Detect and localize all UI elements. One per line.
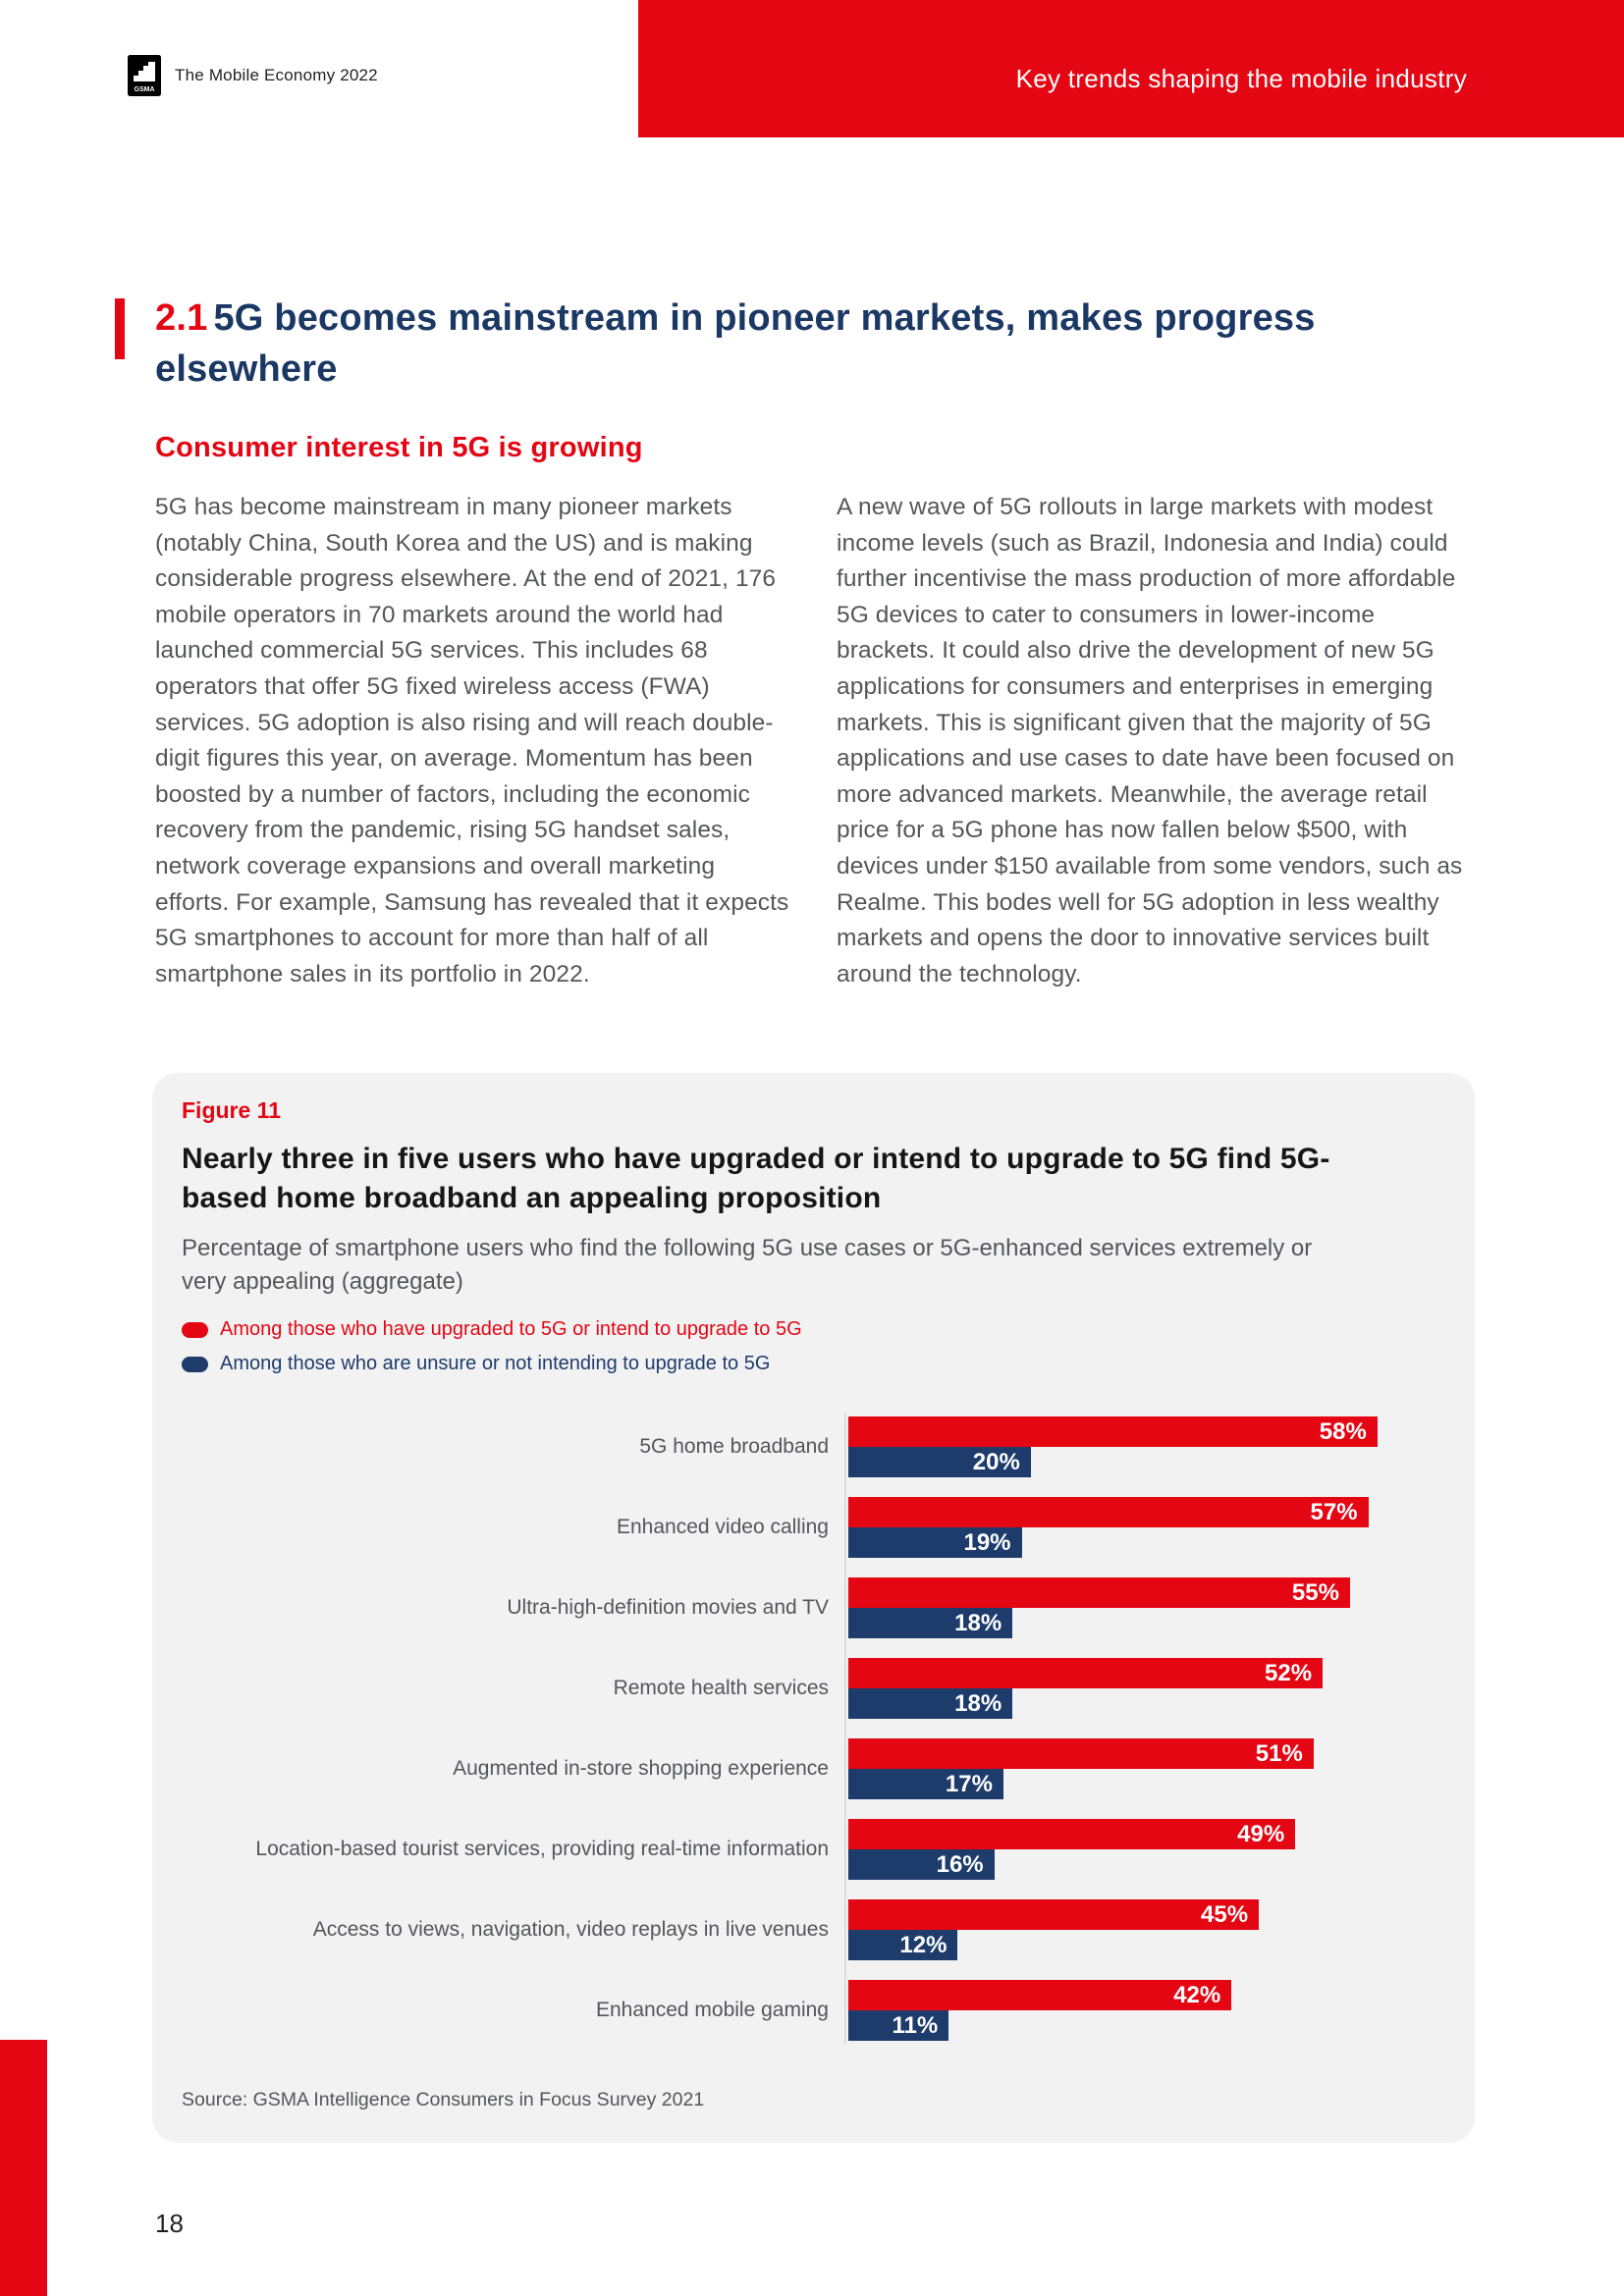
category-label: Ultra-high-definition movies and TV — [507, 1596, 829, 1619]
chart-row — [182, 1980, 1445, 2041]
legend-item-upgraded — [182, 1318, 1445, 1341]
bar-group — [844, 1819, 1445, 1880]
body-column-left: 5G has become mainstream in many pioneer markets (notably China, South Korea and the US) and is making considerable progress elsewhere. At the end of 2021, 176 mobile operators in 70 markets around the world had launched commercial 5G services. This includes 68 operators that offer 5G fixed wireless access (FWA) services. 5G adoption is also rising and will reach double-digit figures this year, on average. Momentum has been boosted by a number of factors, including the economic recovery from the pandemic, rising 5G handset sales, network coverage expansions and overall marketing efforts. For example, Samsung has revealed that it expects 5G smartphones to account for more than half of all smartphone sales in its portfolio in 2022. — [155, 494, 789, 988]
bar-value-label: 51% — [1255, 1739, 1303, 1767]
bar-group — [844, 1577, 1445, 1638]
category-label: 5G home broadband — [639, 1435, 829, 1458]
figure-11-box — [152, 1073, 1475, 2143]
chapter-banner — [638, 0, 1624, 137]
bar-value-label: 11% — [892, 2011, 939, 2039]
figure-title: Nearly three in five users who have upgraded or intend to upgrade to 5G find 5G-based home broadband an appealing proposition — [182, 1143, 1330, 1214]
bar-upgraded — [848, 1416, 1378, 1447]
bar-unsure — [848, 2010, 948, 2041]
page-header — [0, 0, 1624, 137]
bar-group — [844, 1497, 1445, 1558]
chart-row — [182, 1577, 1445, 1638]
footer-accent-bar — [0, 2040, 47, 2296]
brand — [128, 55, 378, 96]
figure-subtitle: Percentage of smartphone users who find the following 5G use cases or 5G-enhanced services extremely or very appealing (aggregate) — [182, 1235, 1313, 1295]
section-heading — [155, 293, 1471, 395]
chart-row — [182, 1416, 1445, 1477]
bar-value-label: 52% — [1265, 1659, 1313, 1686]
category-label: Remote health services — [613, 1677, 829, 1699]
subsection-heading: Consumer interest in 5G is growing — [155, 432, 643, 463]
bar-unsure — [848, 1849, 995, 1880]
section-title-text: 5G becomes mainstream in pioneer markets, makes progress elsewhere — [155, 297, 1316, 390]
bar-unsure — [848, 1769, 1003, 1799]
bar-group — [844, 1899, 1445, 1960]
bar-value-label: 45% — [1201, 1900, 1249, 1928]
legend-label-upgraded: Among those who have upgraded to 5G or intend to upgrade to 5G — [220, 1318, 802, 1340]
chart-row — [182, 1819, 1445, 1880]
bar-value-label: 12% — [899, 1931, 947, 1958]
category-label: Augmented in-store shopping experience — [453, 1757, 829, 1780]
chart-row — [182, 1738, 1445, 1799]
category-label: Enhanced video calling — [617, 1516, 829, 1538]
bar-upgraded — [848, 1980, 1231, 2010]
chart-legend — [182, 1318, 1445, 1375]
report-title: The Mobile Economy 2022 — [175, 66, 378, 84]
bar-upgraded — [848, 1899, 1259, 1930]
bar-value-label: 42% — [1173, 1981, 1221, 2008]
bar-unsure — [848, 1688, 1012, 1719]
bar-group — [844, 1738, 1445, 1799]
figure-label: Figure 11 — [182, 1097, 281, 1123]
bar-unsure — [848, 1527, 1022, 1558]
bar-chart — [182, 1416, 1445, 2041]
category-label: Location-based tourist services, providing real-time information — [255, 1838, 829, 1860]
chart-row — [182, 1658, 1445, 1719]
bar-value-label: 18% — [954, 1609, 1002, 1636]
bar-value-label: 58% — [1319, 1417, 1367, 1445]
figure-source: Source: GSMA Intelligence Consumers in Focus Survey 2021 — [182, 2089, 705, 2110]
bar-value-label: 55% — [1291, 1578, 1339, 1606]
bar-unsure — [848, 1447, 1031, 1477]
bar-upgraded — [848, 1658, 1323, 1688]
bar-value-label: 57% — [1310, 1498, 1358, 1525]
chart-row — [182, 1497, 1445, 1558]
bar-value-label: 16% — [936, 1850, 984, 1878]
legend-swatch-red — [182, 1322, 208, 1338]
section-number: 2.1 — [155, 297, 208, 339]
category-label: Access to views, navigation, video replays in live venues — [312, 1918, 829, 1941]
legend-label-unsure: Among those who are unsure or not intending to upgrade to 5G — [220, 1353, 771, 1374]
legend-item-unsure — [182, 1353, 1445, 1375]
bar-group — [844, 1416, 1445, 1477]
main-content — [155, 137, 1471, 992]
bar-value-label: 19% — [963, 1528, 1011, 1556]
bar-value-label: 18% — [954, 1689, 1002, 1717]
bar-value-label: 20% — [972, 1448, 1020, 1475]
section-title — [155, 293, 1451, 395]
bar-upgraded — [848, 1497, 1369, 1527]
heading-accent-bar — [115, 298, 125, 359]
bar-group — [844, 1658, 1445, 1719]
body-columns — [155, 490, 1471, 992]
legend-swatch-navy — [182, 1357, 208, 1372]
bar-upgraded — [848, 1577, 1350, 1608]
chapter-banner-text: Key trends shaping the mobile industry — [1015, 63, 1467, 93]
chart-baseline-axis — [844, 1413, 846, 2045]
bar-upgraded — [848, 1738, 1314, 1769]
bar-value-label: 49% — [1237, 1820, 1285, 1847]
page-number: 18 — [155, 2209, 184, 2238]
gsma-logo — [128, 55, 161, 96]
svg-text:GSMA: GSMA — [134, 86, 155, 93]
bar-upgraded — [848, 1819, 1295, 1849]
bar-group — [844, 1980, 1445, 2041]
bar-unsure — [848, 1930, 957, 1960]
bar-unsure — [848, 1608, 1012, 1638]
bar-value-label: 17% — [945, 1770, 993, 1797]
chart-row — [182, 1899, 1445, 1960]
body-column-right: A new wave of 5G rollouts in large markets with modest income levels (such as Brazil, Indonesia and India) could further incentivise the mass production of more affordable 5G devices to cater to consumers in lower-income brackets. It could also drive the development of new 5G applications for consumers and enterprises in emerging markets. This is significant given that the majority of 5G applications and use cases to date have been focused on more advanced markets. Meanwhile, the average retail price for a 5G phone has now fallen below $500, with devices under $150 available from some vendors, such as Realme. This bodes well for 5G adoption in less wealthy markets and opens the door to innovative services built around the technology. — [837, 494, 1463, 988]
category-label: Enhanced mobile gaming — [596, 1999, 829, 2021]
